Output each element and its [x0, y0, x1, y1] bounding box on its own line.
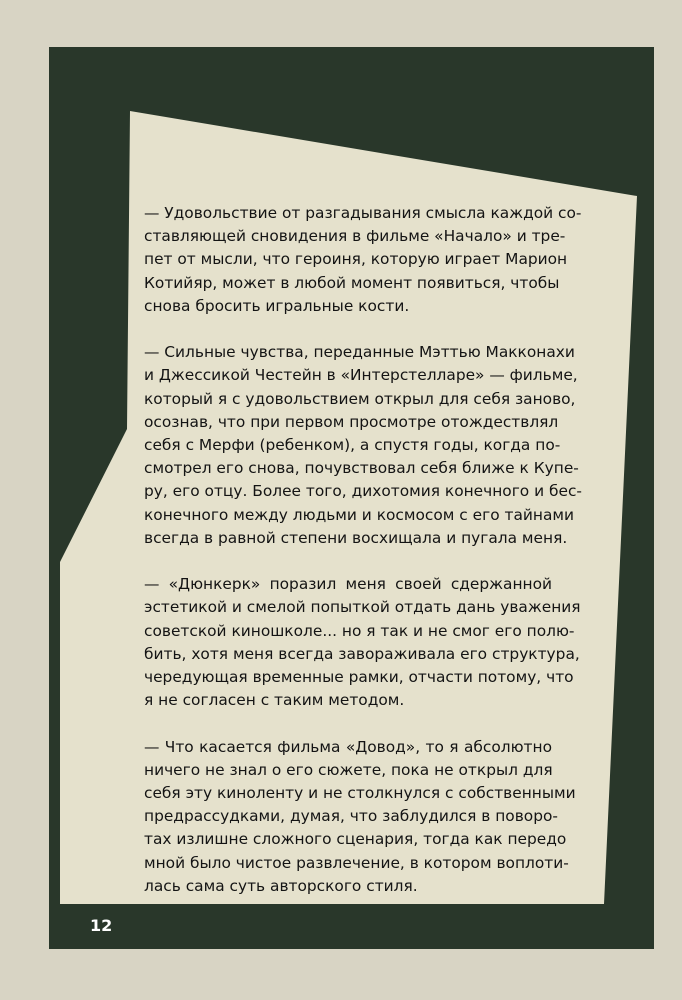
text-line: осознав, что при первом просмотре отождествлял: [144, 412, 559, 431]
text-line: себя с Мерфи (ребенком), а спустя годы, когда по-: [144, 436, 561, 455]
paragraph: [144, 573, 581, 712]
text-line: ру, его отцу. Более того, дихотомия конечного и бес-: [144, 482, 582, 501]
page-number: 12: [90, 916, 113, 935]
text-line: советской киношколе... но я так и не смог его полю-: [144, 621, 575, 640]
text-line: и Джессикой Честейн в «Интерстелларе» — фильме,: [144, 366, 578, 385]
text-line: эстетикой и смелой попыткой отдать дань уважения: [144, 598, 581, 617]
text-line: себя эту киноленту и не столкнулся с собственными: [144, 784, 576, 803]
text-line: мной было чистое развлечение, в котором воплоти-: [144, 853, 569, 872]
text-line: Котийяр, может в любой момент появиться, чтобы: [144, 273, 560, 292]
text-line: всегда в равной степени восхищала и пугала меня.: [144, 528, 568, 547]
text-line: снова бросить игральные кости.: [144, 296, 410, 315]
article-text: [144, 202, 582, 921]
text-line: я не согласен с таким методом.: [144, 691, 405, 710]
text-line: — Сильные чувства, переданные Мэттью Макконахи: [144, 343, 575, 362]
paragraph: [144, 341, 582, 550]
text-line: ставляющей сновидения в фильме «Начало» и тре-: [144, 227, 566, 246]
text-line: чередующая временные рамки, отчасти потому, что: [144, 668, 574, 687]
text-line: предрассудками, думая, что заблудился в поворо-: [144, 807, 558, 826]
text-line: — Что касается фильма «Довод», то я абсолютно: [144, 737, 552, 756]
text-line: пет от мысли, что героиня, которую играет Марион: [144, 250, 568, 269]
text-line: ничего не знал о его сюжете, пока не открыл для: [144, 760, 553, 779]
text-line: смотрел его снова, почувствовал себя ближе к Купе-: [144, 459, 579, 478]
text-line: — «Дюнкерк» поразил меня своей сдержанной: [144, 575, 552, 594]
text-line: — Удовольствие от разгадывания смысла каждой со-: [144, 204, 582, 222]
paragraph: [144, 202, 582, 318]
text-line: бить, хотя меня всегда завораживала его структура,: [144, 644, 580, 663]
paragraph: [144, 736, 576, 898]
text-line: конечного между людьми и космосом с его тайнами: [144, 505, 575, 524]
text-line: лась сама суть авторского стиля.: [144, 876, 418, 895]
text-line: тах излишне сложного сценария, тогда как передо: [144, 830, 567, 849]
text-line: который я с удовольствием открыл для себя заново,: [144, 389, 576, 408]
